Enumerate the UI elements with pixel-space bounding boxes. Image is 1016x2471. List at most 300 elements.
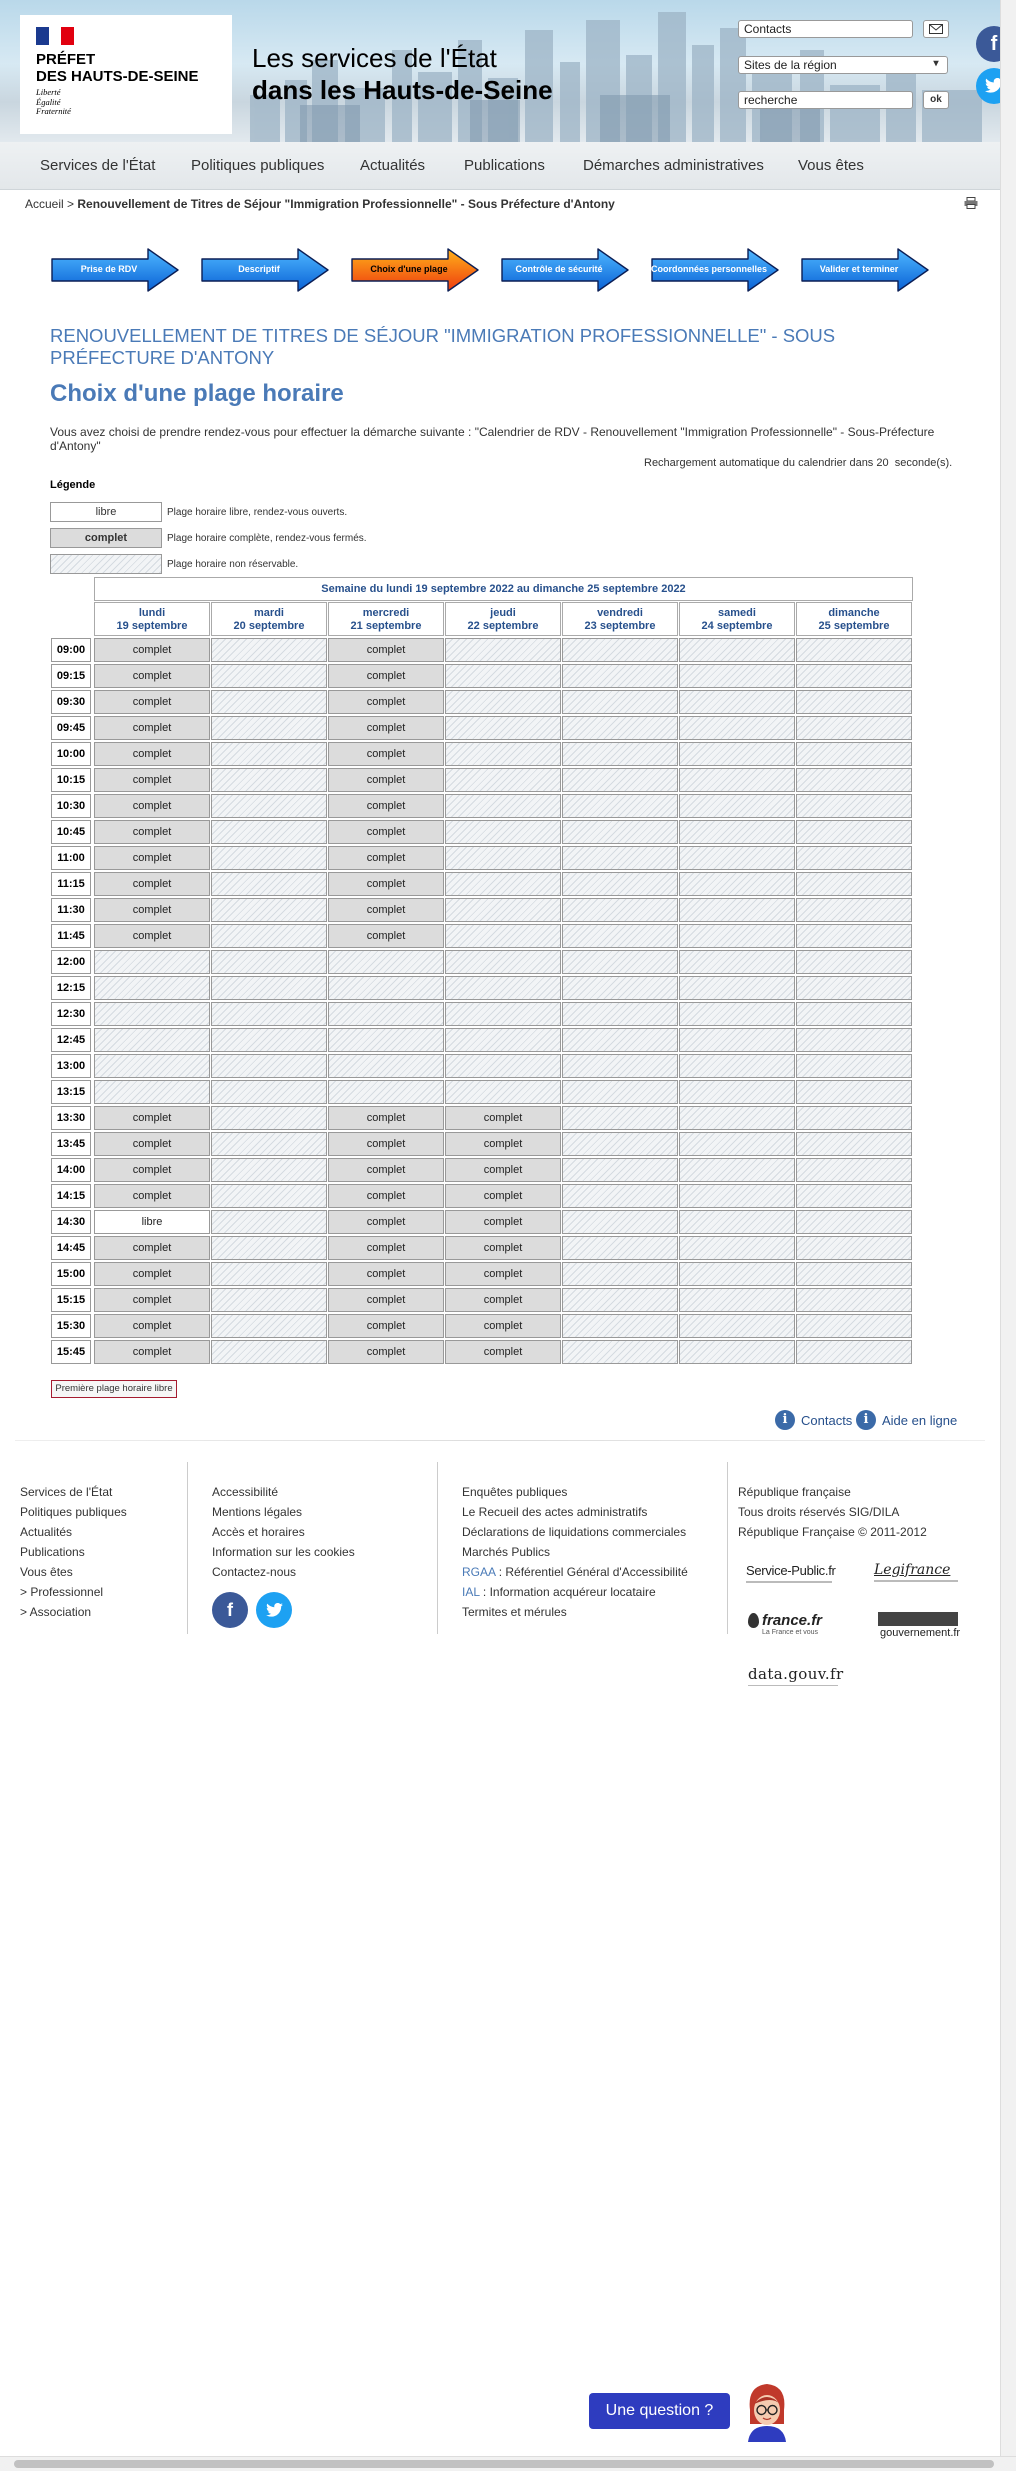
slot-unavailable <box>562 1210 678 1234</box>
slot-unavailable <box>211 1132 327 1156</box>
legend-title: Légende <box>50 479 96 491</box>
site-header <box>0 0 1016 142</box>
slot-unavailable <box>211 1210 327 1234</box>
help-contacts-label: Contacts <box>801 1412 853 1428</box>
slot-unavailable <box>562 976 678 1000</box>
slot-unavailable <box>796 1054 912 1078</box>
slot-unavailable <box>328 1054 444 1078</box>
france-fr-logo[interactable]: france.fr La France et vous <box>748 1612 822 1636</box>
slot-unavailable <box>211 742 327 766</box>
slot-unavailable <box>328 950 444 974</box>
prefecture-logo[interactable] <box>20 15 232 134</box>
slot-unavailable <box>679 820 795 844</box>
time-label: 09:30 <box>51 690 91 714</box>
chat-assistant-avatar-icon[interactable] <box>742 2380 792 2442</box>
slot-unavailable <box>562 1158 678 1182</box>
slot-unavailable <box>211 768 327 792</box>
time-label: 11:45 <box>51 924 91 948</box>
mail-icon[interactable] <box>923 20 949 38</box>
footer-link[interactable]: Vous êtes <box>20 1565 73 1579</box>
slot-unavailable <box>562 794 678 818</box>
slot-unavailable <box>679 1210 795 1234</box>
slot-complet: complet <box>94 690 210 714</box>
footer-twitter-icon[interactable] <box>256 1592 292 1628</box>
slot-complet: complet <box>328 1314 444 1338</box>
footer-text: Tous droits réservés SIG/DILA <box>738 1505 900 1519</box>
slot-unavailable <box>796 638 912 662</box>
marianne-flag-icon <box>36 27 74 45</box>
slot-unavailable <box>445 872 561 896</box>
slot-unavailable <box>562 1054 678 1078</box>
footer-link[interactable]: Accessibilité <box>212 1485 279 1499</box>
slot-unavailable <box>796 1002 912 1026</box>
time-label: 11:30 <box>51 898 91 922</box>
footer-link[interactable]: Information sur les cookies <box>212 1545 355 1559</box>
slot-unavailable <box>445 1028 561 1052</box>
slot-unavailable <box>211 664 327 688</box>
footer-link[interactable]: Le Recueil des actes administratifs <box>462 1505 648 1519</box>
time-label: 12:00 <box>51 950 91 974</box>
slot-unavailable <box>796 1106 912 1130</box>
time-label: 12:30 <box>51 1002 91 1026</box>
slot-unavailable <box>562 1028 678 1052</box>
footer-link-rgaa[interactable]: RGAA : Référentiel Général d'Accessibilité <box>462 1565 688 1579</box>
slot-unavailable <box>211 1262 327 1286</box>
time-label: 10:00 <box>51 742 91 766</box>
day-header-mardi: mardi 20 septembre <box>211 602 327 636</box>
slot-unavailable <box>796 794 912 818</box>
time-label: 14:45 <box>51 1236 91 1260</box>
time-label: 10:15 <box>51 768 91 792</box>
slot-unavailable <box>679 1158 795 1182</box>
slot-complet: complet <box>445 1106 561 1130</box>
footer-col-copyright <box>738 1482 927 1542</box>
step-3 <box>350 247 480 293</box>
footer-separator <box>15 1440 985 1441</box>
slot-unavailable <box>562 690 678 714</box>
footer-link[interactable]: > Professionnel <box>20 1585 104 1599</box>
slot-unavailable <box>796 716 912 740</box>
slot-complet: complet <box>445 1210 561 1234</box>
slot-unavailable <box>679 950 795 974</box>
slot-libre[interactable]: libre <box>94 1210 210 1234</box>
footer-facebook-icon[interactable]: f <box>212 1592 248 1628</box>
footer-link[interactable]: Enquêtes publiques <box>462 1485 568 1499</box>
slot-unavailable <box>562 872 678 896</box>
slot-complet: complet <box>94 742 210 766</box>
slot-complet: complet <box>445 1314 561 1338</box>
first-free-slot-button[interactable]: Première plage horaire libre <box>51 1380 177 1398</box>
legend-complet-swatch: complet <box>50 528 162 548</box>
nav-item-vous-etes[interactable]: Vous êtes <box>798 157 864 174</box>
slot-complet: complet <box>94 898 210 922</box>
slot-unavailable <box>679 1340 795 1364</box>
legend-unavailable-text: Plage horaire non réservable. <box>167 559 299 570</box>
slot-unavailable <box>211 1158 327 1182</box>
vertical-scrollbar[interactable] <box>1000 0 1016 2456</box>
slot-unavailable <box>562 950 678 974</box>
time-label: 13:30 <box>51 1106 91 1130</box>
slot-unavailable <box>796 1028 912 1052</box>
step-4 <box>500 247 630 293</box>
nav-item-publications[interactable]: Publications <box>464 157 545 174</box>
slot-unavailable <box>445 898 561 922</box>
slot-unavailable <box>679 898 795 922</box>
footer-link[interactable]: Marchés Publics <box>462 1545 551 1559</box>
time-label: 13:15 <box>51 1080 91 1104</box>
slot-unavailable <box>679 1288 795 1312</box>
slot-unavailable <box>679 768 795 792</box>
footer-link[interactable]: Actualités <box>20 1525 73 1539</box>
slot-unavailable <box>679 1262 795 1286</box>
slot-unavailable <box>445 768 561 792</box>
slot-unavailable <box>94 1080 210 1104</box>
slot-unavailable <box>679 976 795 1000</box>
help-contacts-link[interactable] <box>775 1410 852 1430</box>
footer-link[interactable]: Services de l'État <box>20 1485 113 1499</box>
slot-complet: complet <box>328 898 444 922</box>
search-input[interactable]: recherche <box>738 91 913 109</box>
horizontal-scrollbar[interactable] <box>0 2456 1016 2471</box>
slot-unavailable <box>211 794 327 818</box>
slot-unavailable <box>562 820 678 844</box>
slot-unavailable <box>445 742 561 766</box>
time-label: 12:45 <box>51 1028 91 1052</box>
slot-unavailable <box>679 716 795 740</box>
slot-complet: complet <box>328 1158 444 1182</box>
nav-item-politiques[interactable]: Politiques publiques <box>191 157 325 174</box>
slot-unavailable <box>796 1236 912 1260</box>
slot-unavailable <box>562 1002 678 1026</box>
slot-unavailable <box>796 820 912 844</box>
slot-unavailable <box>679 1002 795 1026</box>
footer-link[interactable]: Contactez-nous <box>212 1565 297 1579</box>
slot-unavailable <box>796 690 912 714</box>
gouvernement-banner-icon <box>878 1612 958 1626</box>
slot-unavailable <box>796 768 912 792</box>
slot-unavailable <box>445 638 561 662</box>
slot-unavailable <box>94 1054 210 1078</box>
footer-divider <box>437 1462 438 1634</box>
online-help-label: Aide en ligne <box>882 1412 958 1428</box>
time-label: 09:15 <box>51 664 91 688</box>
slot-complet: complet <box>328 1184 444 1208</box>
slot-complet: complet <box>328 1340 444 1364</box>
slot-complet: complet <box>328 1236 444 1260</box>
time-label: 09:00 <box>51 638 91 662</box>
france-drop-icon <box>748 1613 759 1628</box>
legifrance-logo[interactable]: Legifrance <box>874 1562 958 1582</box>
footer-link[interactable]: Accès et horaires <box>212 1525 305 1539</box>
chevron-down-icon[interactable]: ▾ <box>933 58 939 69</box>
slot-unavailable <box>796 1288 912 1312</box>
procedure-title: RENOUVELLEMENT DE TITRES DE SÉJOUR "IMMIGRATION PROFESSIONNELLE" - SOUS PRÉFECTURE D'ANTONY <box>50 325 836 368</box>
slot-unavailable <box>445 794 561 818</box>
slot-unavailable <box>211 1288 327 1312</box>
slot-unavailable <box>211 976 327 1000</box>
time-label: 13:45 <box>51 1132 91 1156</box>
time-label: 10:30 <box>51 794 91 818</box>
slot-unavailable <box>562 664 678 688</box>
slot-unavailable <box>328 1002 444 1026</box>
slot-complet: complet <box>94 638 210 662</box>
step-label: Choix d'une plage <box>370 264 448 274</box>
time-label: 15:15 <box>51 1288 91 1312</box>
slot-unavailable <box>796 1132 912 1156</box>
day-header-vendredi: vendredi 23 septembre <box>562 602 678 636</box>
time-label: 15:45 <box>51 1340 91 1364</box>
slot-unavailable <box>562 1132 678 1156</box>
slot-unavailable <box>679 1132 795 1156</box>
slot-unavailable <box>679 690 795 714</box>
slot-complet: complet <box>94 716 210 740</box>
day-header-mercredi: mercredi 21 septembre <box>328 602 444 636</box>
slot-unavailable <box>679 924 795 948</box>
slot-complet: complet <box>328 924 444 948</box>
time-label: 14:00 <box>51 1158 91 1182</box>
slot-unavailable <box>328 976 444 1000</box>
time-label: 14:15 <box>51 1184 91 1208</box>
time-label: 13:00 <box>51 1054 91 1078</box>
slot-unavailable <box>562 716 678 740</box>
slot-unavailable <box>562 924 678 948</box>
slot-unavailable <box>445 716 561 740</box>
slot-complet: complet <box>94 872 210 896</box>
slot-unavailable <box>679 1080 795 1104</box>
time-label: 10:45 <box>51 820 91 844</box>
nav-item-services[interactable]: Services de l'État <box>40 157 156 174</box>
time-label: 11:00 <box>51 846 91 870</box>
slot-unavailable <box>679 742 795 766</box>
breadcrumb-home[interactable]: Accueil <box>25 197 64 211</box>
footer-col-nav <box>20 1482 127 1622</box>
footer-col-legal <box>212 1482 355 1582</box>
slot-complet: complet <box>94 1340 210 1364</box>
slot-unavailable <box>679 1314 795 1338</box>
footer-link[interactable]: Mentions légales <box>212 1505 303 1519</box>
slot-unavailable <box>679 638 795 662</box>
step-1 <box>50 247 180 293</box>
slot-unavailable <box>211 1106 327 1130</box>
slot-complet: complet <box>94 768 210 792</box>
slot-unavailable <box>445 1054 561 1078</box>
day-header-samedi: samedi 24 septembre <box>679 602 795 636</box>
gouvernement-logo[interactable]: gouvernement.fr <box>878 1612 960 1639</box>
print-icon[interactable] <box>964 197 978 209</box>
slot-unavailable <box>679 1236 795 1260</box>
slot-complet: complet <box>94 846 210 870</box>
calendar-week-label: Semaine du lundi 19 septembre 2022 au dimanche 25 septembre 2022 <box>94 577 913 601</box>
slot-unavailable <box>562 1184 678 1208</box>
slot-unavailable <box>562 1106 678 1130</box>
slot-complet: complet <box>445 1184 561 1208</box>
slot-complet: complet <box>328 742 444 766</box>
step-label: Contrôle de sécurité <box>515 264 603 274</box>
step-label: Coordonnées personnelles <box>650 264 768 274</box>
slot-complet: complet <box>328 1210 444 1234</box>
site-title: Les services de l'État dans les Hauts-de-Seine <box>252 43 553 105</box>
slot-complet: complet <box>94 1314 210 1338</box>
slot-complet: complet <box>328 768 444 792</box>
slot-unavailable <box>211 1340 327 1364</box>
slot-unavailable <box>796 1262 912 1286</box>
slot-complet: complet <box>94 1184 210 1208</box>
slot-unavailable <box>562 768 678 792</box>
footer-text: République Française © 2011-2012 <box>738 1525 927 1539</box>
slot-unavailable <box>562 638 678 662</box>
slot-unavailable <box>796 664 912 688</box>
slot-unavailable <box>562 1340 678 1364</box>
slot-unavailable <box>562 1236 678 1260</box>
slot-unavailable <box>211 950 327 974</box>
motto: Liberté Égalité Fraternité <box>36 87 71 116</box>
slot-complet: complet <box>328 1262 444 1286</box>
step-2 <box>200 247 330 293</box>
slot-unavailable <box>445 976 561 1000</box>
slot-unavailable <box>211 1314 327 1338</box>
horizontal-scrollbar-thumb[interactable] <box>14 2460 994 2468</box>
footer-link[interactable]: > Association <box>20 1605 92 1619</box>
slot-unavailable <box>796 1314 912 1338</box>
slot-unavailable <box>679 664 795 688</box>
data-gouv-logo[interactable]: data.gouv.fr <box>748 1665 844 1686</box>
slot-unavailable <box>796 924 912 948</box>
slot-unavailable <box>94 1002 210 1026</box>
footer-link-ial[interactable]: IAL : Information acquéreur locataire <box>462 1585 656 1599</box>
nav-item-demarches[interactable]: Démarches administratives <box>583 157 764 174</box>
slot-complet: complet <box>94 1288 210 1312</box>
slot-complet: complet <box>328 690 444 714</box>
slot-unavailable <box>211 1184 327 1208</box>
slot-complet: complet <box>328 664 444 688</box>
slot-unavailable <box>211 846 327 870</box>
slot-complet: complet <box>94 1262 210 1286</box>
service-public-logo[interactable]: Service-Public.fr <box>746 1563 836 1583</box>
slot-unavailable <box>211 1002 327 1026</box>
slot-complet: complet <box>445 1158 561 1182</box>
day-header-dimanche: dimanche 25 septembre <box>796 602 912 636</box>
legend-unavailable-swatch <box>50 554 162 574</box>
time-label: 11:15 <box>51 872 91 896</box>
slot-unavailable <box>445 820 561 844</box>
slot-unavailable <box>445 846 561 870</box>
step-label: Prise de RDV <box>80 264 138 274</box>
slot-complet: complet <box>445 1236 561 1260</box>
footer-link[interactable]: Publications <box>20 1545 85 1559</box>
time-label: 12:15 <box>51 976 91 1000</box>
slot-complet: complet <box>445 1288 561 1312</box>
footer-divider <box>187 1462 188 1634</box>
page-title: Choix d'une plage horaire <box>50 380 344 407</box>
slot-complet: complet <box>328 872 444 896</box>
time-label: 15:30 <box>51 1314 91 1338</box>
legend-libre-swatch: libre <box>50 502 162 522</box>
slot-unavailable <box>445 1080 561 1104</box>
region-select[interactable]: Sites de la région <box>738 56 948 74</box>
slot-unavailable <box>445 1002 561 1026</box>
slot-unavailable <box>211 820 327 844</box>
slot-unavailable <box>796 950 912 974</box>
slot-complet: complet <box>328 846 444 870</box>
slot-unavailable <box>211 1236 327 1260</box>
slot-unavailable <box>796 976 912 1000</box>
slot-complet: complet <box>328 820 444 844</box>
breadcrumb <box>25 197 615 211</box>
search-button[interactable]: ok <box>923 91 949 109</box>
slot-unavailable <box>796 742 912 766</box>
slot-unavailable <box>562 898 678 922</box>
slot-unavailable <box>211 1054 327 1078</box>
slot-unavailable <box>796 898 912 922</box>
slot-unavailable <box>562 742 678 766</box>
slot-complet: complet <box>445 1340 561 1364</box>
slot-unavailable <box>445 950 561 974</box>
step-5 <box>650 247 780 293</box>
slot-unavailable <box>562 1262 678 1286</box>
breadcrumb-separator: > <box>67 197 75 211</box>
slot-unavailable <box>679 872 795 896</box>
slot-unavailable <box>445 690 561 714</box>
slot-complet: complet <box>445 1132 561 1156</box>
slot-complet: complet <box>445 1262 561 1286</box>
slot-complet: complet <box>328 794 444 818</box>
footer-link[interactable]: Termites et mérules <box>462 1605 567 1619</box>
slot-unavailable <box>796 1210 912 1234</box>
nav-item-actualites[interactable]: Actualités <box>360 157 426 174</box>
slot-complet: complet <box>328 1132 444 1156</box>
main-nav <box>0 142 1000 190</box>
footer-col-docs <box>462 1482 688 1622</box>
slot-unavailable <box>679 1184 795 1208</box>
day-header-jeudi: jeudi 22 septembre <box>445 602 561 636</box>
footer-link[interactable]: Déclarations de liquidations commerciales <box>462 1525 687 1539</box>
slot-complet: complet <box>328 638 444 662</box>
slot-unavailable <box>211 872 327 896</box>
step-label: Valider et terminer <box>819 264 899 274</box>
slot-unavailable <box>211 898 327 922</box>
facebook-icon[interactable]: f <box>976 26 1012 62</box>
chat-button[interactable]: Une question ? <box>589 2393 730 2429</box>
info-icon: i <box>856 1410 876 1430</box>
slot-complet: complet <box>94 1132 210 1156</box>
slot-unavailable <box>211 924 327 948</box>
slot-unavailable <box>562 1080 678 1104</box>
time-label: 15:00 <box>51 1262 91 1286</box>
slot-complet: complet <box>328 716 444 740</box>
footer-link[interactable]: Politiques publiques <box>20 1505 127 1519</box>
legend-complet-text: Plage horaire complète, rendez-vous fermés. <box>167 533 367 544</box>
slot-unavailable <box>211 716 327 740</box>
slot-complet: complet <box>94 1106 210 1130</box>
logo-title: PRÉFET DES HAUTS-DE-SEINE <box>36 51 199 85</box>
slot-unavailable <box>796 1158 912 1182</box>
time-label: 09:45 <box>51 716 91 740</box>
slot-unavailable <box>796 846 912 870</box>
slot-complet: complet <box>94 1236 210 1260</box>
slot-unavailable <box>94 1028 210 1052</box>
contacts-field[interactable]: Contacts <box>738 20 913 38</box>
slot-complet: complet <box>94 664 210 688</box>
slot-unavailable <box>94 950 210 974</box>
slot-unavailable <box>562 1314 678 1338</box>
slot-unavailable <box>679 794 795 818</box>
step-label: Descriptif <box>238 264 280 274</box>
slot-complet: complet <box>94 794 210 818</box>
intro-text: Vous avez choisi de prendre rendez-vous pour effectuer la démarche suivante : "Calendrier de RDV - Renouvellement "Immigration Professionnelle" - Sous-Préfecture d'Antony" <box>50 425 935 453</box>
online-help-link[interactable] <box>856 1410 957 1430</box>
slot-unavailable <box>328 1028 444 1052</box>
slot-unavailable <box>94 976 210 1000</box>
